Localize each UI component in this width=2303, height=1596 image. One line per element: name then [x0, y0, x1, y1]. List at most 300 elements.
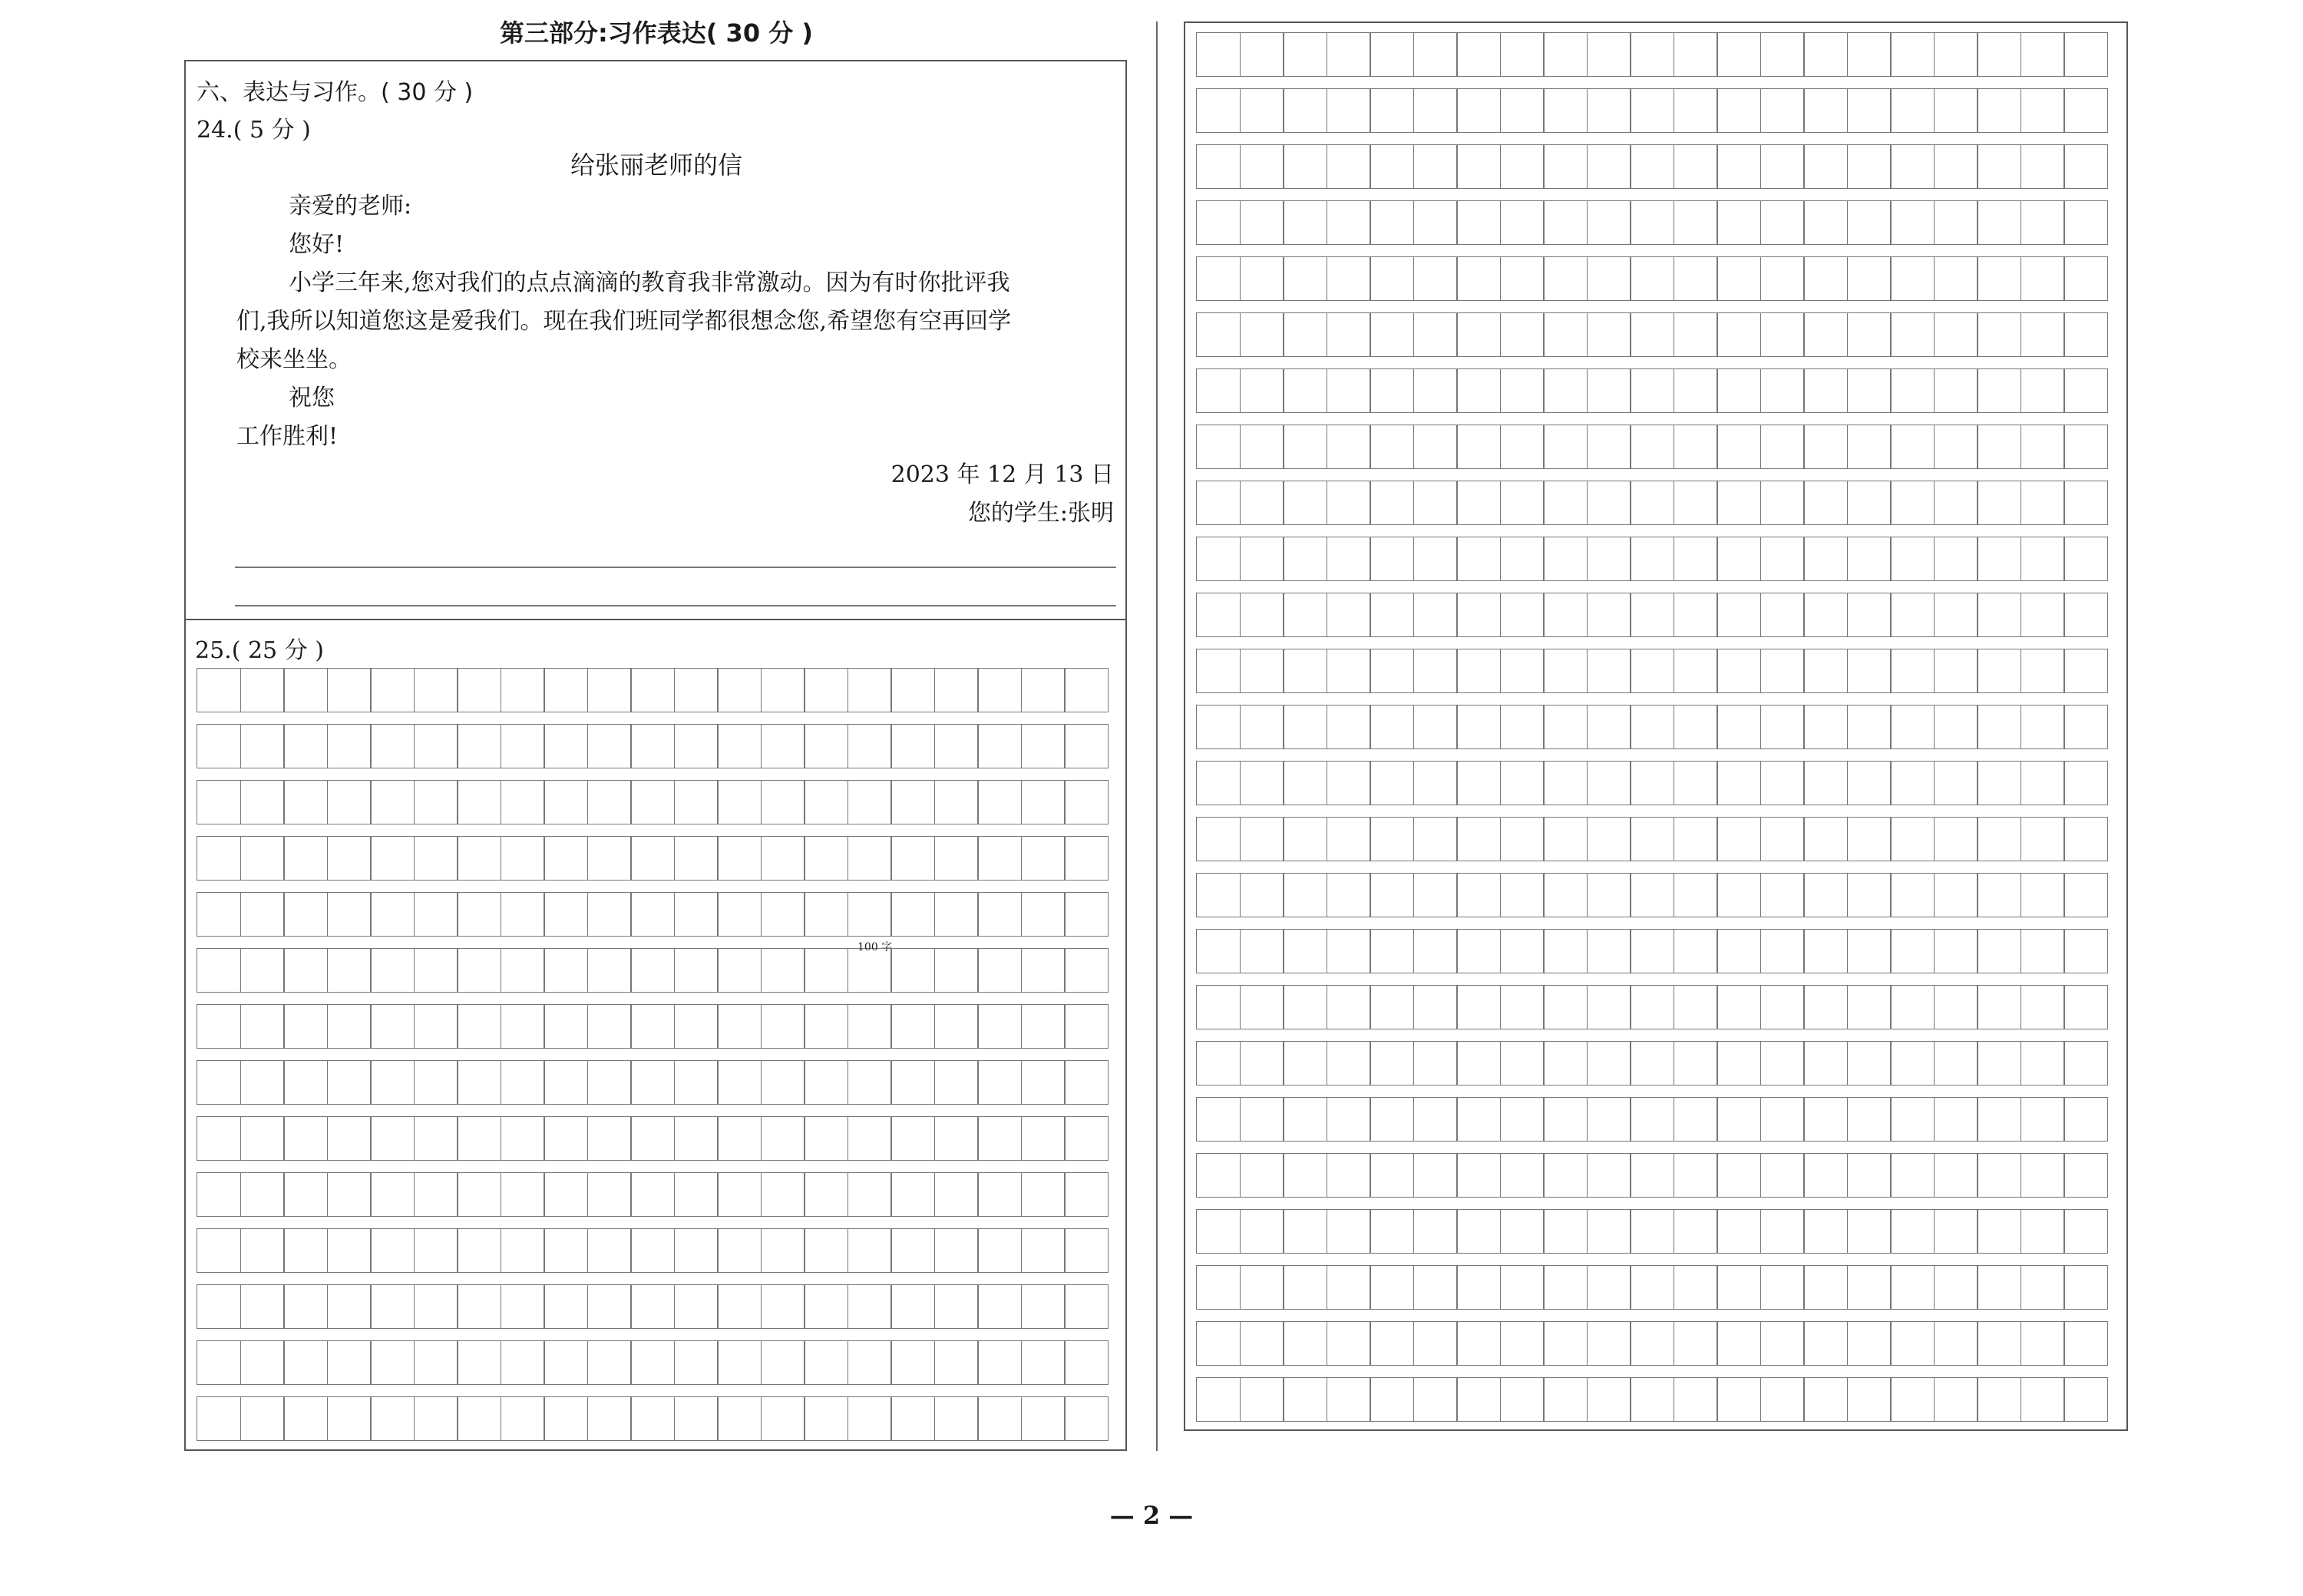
grid-cell[interactable] — [1977, 144, 2021, 189]
grid-cell[interactable] — [1327, 144, 1371, 189]
grid-cell[interactable] — [934, 1060, 979, 1105]
grid-cell[interactable] — [804, 668, 848, 712]
grid-cell[interactable] — [761, 1004, 805, 1049]
grid-cell[interactable] — [1196, 705, 1241, 749]
grid-cell[interactable] — [1240, 929, 1284, 973]
grid-cell[interactable] — [2020, 312, 2065, 357]
grid-cell[interactable] — [1543, 481, 1588, 525]
grid-cell[interactable] — [1196, 200, 1241, 245]
grid-cell[interactable] — [674, 1284, 719, 1329]
grid-cell[interactable] — [240, 836, 285, 881]
grid-cell[interactable] — [1890, 368, 1935, 413]
grid-cell[interactable] — [674, 780, 719, 824]
grid-cell[interactable] — [1934, 256, 1978, 301]
grid-cell[interactable] — [848, 1340, 892, 1385]
grid-cell[interactable] — [761, 780, 805, 824]
grid-cell[interactable] — [501, 1228, 545, 1273]
grid-cell[interactable] — [2063, 481, 2108, 525]
grid-cell[interactable] — [457, 668, 501, 712]
grid-cell[interactable] — [1674, 32, 1718, 77]
grid-cell[interactable] — [977, 1060, 1022, 1105]
grid-cell[interactable] — [1847, 1153, 1892, 1198]
grid-cell[interactable] — [804, 1228, 848, 1273]
grid-cell[interactable] — [1717, 1209, 1761, 1254]
grid-cell[interactable] — [1803, 929, 1848, 973]
grid-cell[interactable] — [1760, 368, 1805, 413]
grid-cell[interactable] — [2063, 761, 2108, 805]
grid-cell[interactable] — [370, 668, 415, 712]
grid-cell[interactable] — [544, 948, 588, 993]
grid-cell[interactable] — [587, 1228, 632, 1273]
grid-cell[interactable] — [1587, 985, 1631, 1029]
grid-cell[interactable] — [1587, 88, 1631, 133]
grid-cell[interactable] — [197, 1284, 241, 1329]
grid-cell[interactable] — [2063, 705, 2108, 749]
grid-cell[interactable] — [1934, 1097, 1978, 1142]
grid-cell[interactable] — [1543, 144, 1588, 189]
grid-cell[interactable] — [1977, 873, 2021, 917]
grid-cell[interactable] — [1674, 1209, 1718, 1254]
grid-cell[interactable] — [1500, 537, 1545, 581]
grid-cell[interactable] — [1456, 817, 1501, 861]
grid-cell[interactable] — [414, 836, 458, 881]
grid-cell[interactable] — [1370, 1321, 1414, 1366]
grid-cell[interactable] — [240, 948, 285, 993]
grid-cell[interactable] — [2063, 1265, 2108, 1310]
grid-cell[interactable] — [1327, 873, 1371, 917]
grid-cell[interactable] — [1760, 312, 1805, 357]
grid-cell[interactable] — [501, 1116, 545, 1161]
grid-cell[interactable] — [1934, 1265, 1978, 1310]
grid-cell[interactable] — [1847, 537, 1892, 581]
grid-cell[interactable] — [1977, 1153, 2021, 1198]
grid-cell[interactable] — [1847, 368, 1892, 413]
grid-cell[interactable] — [327, 836, 372, 881]
grid-cell[interactable] — [2020, 985, 2065, 1029]
grid-cell[interactable] — [1413, 1097, 1458, 1142]
grid-cell[interactable] — [544, 724, 588, 768]
grid-cell[interactable] — [1370, 200, 1414, 245]
grid-cell[interactable] — [1240, 368, 1284, 413]
grid-cell[interactable] — [1064, 668, 1109, 712]
grid-cell[interactable] — [848, 836, 892, 881]
grid-cell[interactable] — [1847, 929, 1892, 973]
grid-cell[interactable] — [197, 668, 241, 712]
grid-cell[interactable] — [1760, 1377, 1805, 1422]
grid-cell[interactable] — [1196, 425, 1241, 469]
grid-cell[interactable] — [240, 1116, 285, 1161]
grid-cell[interactable] — [283, 1060, 328, 1105]
grid-cell[interactable] — [2020, 481, 2065, 525]
grid-cell[interactable] — [1327, 1097, 1371, 1142]
grid-cell[interactable] — [1977, 256, 2021, 301]
grid-cell[interactable] — [283, 892, 328, 937]
grid-cell[interactable] — [240, 668, 285, 712]
grid-cell[interactable] — [1413, 1265, 1458, 1310]
grid-cell[interactable] — [1717, 873, 1761, 917]
grid-cell[interactable] — [1240, 88, 1284, 133]
grid-cell[interactable] — [327, 1340, 372, 1385]
grid-cell[interactable] — [1847, 761, 1892, 805]
grid-cell[interactable] — [1064, 780, 1109, 824]
grid-cell[interactable] — [1456, 1265, 1501, 1310]
grid-cell[interactable] — [1934, 1209, 1978, 1254]
grid-cell[interactable] — [1370, 425, 1414, 469]
grid-cell[interactable] — [370, 1060, 415, 1105]
grid-cell[interactable] — [1934, 537, 1978, 581]
grid-cell[interactable] — [1021, 1396, 1066, 1441]
grid-cell[interactable] — [1803, 1377, 1848, 1422]
grid-cell[interactable] — [1456, 649, 1501, 693]
grid-cell[interactable] — [240, 1172, 285, 1217]
grid-cell[interactable] — [1456, 537, 1501, 581]
grid-cell[interactable] — [2020, 929, 2065, 973]
grid-cell[interactable] — [1021, 1228, 1066, 1273]
grid-cell[interactable] — [1760, 1209, 1805, 1254]
grid-cell[interactable] — [1630, 1321, 1674, 1366]
grid-cell[interactable] — [804, 836, 848, 881]
grid-cell[interactable] — [1977, 929, 2021, 973]
grid-cell[interactable] — [457, 1172, 501, 1217]
grid-cell[interactable] — [197, 836, 241, 881]
grid-cell[interactable] — [1760, 1321, 1805, 1366]
grid-cell[interactable] — [587, 1396, 632, 1441]
grid-cell[interactable] — [1196, 1097, 1241, 1142]
grid-cell[interactable] — [630, 1004, 675, 1049]
grid-cell[interactable] — [1413, 200, 1458, 245]
grid-cell[interactable] — [1413, 368, 1458, 413]
grid-cell[interactable] — [1196, 368, 1241, 413]
grid-cell[interactable] — [1413, 1377, 1458, 1422]
grid-cell[interactable] — [1413, 817, 1458, 861]
grid-cell[interactable] — [1587, 705, 1631, 749]
grid-cell[interactable] — [370, 1284, 415, 1329]
grid-cell[interactable] — [1630, 88, 1674, 133]
grid-cell[interactable] — [370, 1172, 415, 1217]
grid-cell[interactable] — [2063, 1209, 2108, 1254]
grid-cell[interactable] — [1500, 312, 1545, 357]
grid-cell[interactable] — [1370, 705, 1414, 749]
grid-cell[interactable] — [1717, 481, 1761, 525]
grid-cell[interactable] — [674, 1228, 719, 1273]
grid-cell[interactable] — [1370, 1097, 1414, 1142]
grid-cell[interactable] — [1977, 425, 2021, 469]
grid-cell[interactable] — [1370, 144, 1414, 189]
grid-cell[interactable] — [1327, 1209, 1371, 1254]
grid-cell[interactable] — [1196, 144, 1241, 189]
grid-cell[interactable] — [1456, 368, 1501, 413]
grid-cell[interactable] — [890, 724, 935, 768]
grid-cell[interactable] — [1327, 32, 1371, 77]
grid-cell[interactable] — [1934, 368, 1978, 413]
grid-cell[interactable] — [1413, 32, 1458, 77]
grid-cell[interactable] — [1327, 705, 1371, 749]
grid-cell[interactable] — [717, 1060, 762, 1105]
grid-cell[interactable] — [1196, 256, 1241, 301]
grid-cell[interactable] — [977, 1172, 1022, 1217]
grid-cell[interactable] — [414, 1116, 458, 1161]
grid-cell[interactable] — [1021, 724, 1066, 768]
grid-cell[interactable] — [934, 1004, 979, 1049]
grid-cell[interactable] — [1543, 705, 1588, 749]
grid-cell[interactable] — [1413, 481, 1458, 525]
grid-cell[interactable] — [1674, 537, 1718, 581]
grid-cell[interactable] — [197, 724, 241, 768]
grid-cell[interactable] — [414, 1284, 458, 1329]
grid-cell[interactable] — [1587, 537, 1631, 581]
grid-cell[interactable] — [1500, 1377, 1545, 1422]
grid-cell[interactable] — [1934, 873, 1978, 917]
grid-cell[interactable] — [1847, 1377, 1892, 1422]
grid-cell[interactable] — [2020, 1265, 2065, 1310]
grid-cell[interactable] — [1630, 1265, 1674, 1310]
grid-cell[interactable] — [1717, 1153, 1761, 1198]
grid-cell[interactable] — [1890, 312, 1935, 357]
grid-cell[interactable] — [934, 724, 979, 768]
grid-cell[interactable] — [1890, 1153, 1935, 1198]
grid-cell[interactable] — [1327, 481, 1371, 525]
grid-cell[interactable] — [674, 836, 719, 881]
grid-cell[interactable] — [414, 1340, 458, 1385]
grid-cell[interactable] — [1283, 705, 1327, 749]
grid-cell[interactable] — [1760, 929, 1805, 973]
grid-cell[interactable] — [1847, 873, 1892, 917]
grid-cell[interactable] — [761, 948, 805, 993]
grid-cell[interactable] — [1934, 761, 1978, 805]
grid-cell[interactable] — [1587, 929, 1631, 973]
grid-cell[interactable] — [1543, 1265, 1588, 1310]
grid-cell[interactable] — [370, 1340, 415, 1385]
grid-cell[interactable] — [934, 836, 979, 881]
grid-cell[interactable] — [1413, 1209, 1458, 1254]
grid-cell[interactable] — [1934, 32, 1978, 77]
grid-cell[interactable] — [1630, 144, 1674, 189]
grid-cell[interactable] — [1196, 1265, 1241, 1310]
grid-cell[interactable] — [1543, 1097, 1588, 1142]
grid-cell[interactable] — [501, 892, 545, 937]
grid-cell[interactable] — [1240, 1321, 1284, 1366]
grid-cell[interactable] — [1240, 649, 1284, 693]
grid-cell[interactable] — [848, 1396, 892, 1441]
grid-cell[interactable] — [848, 1116, 892, 1161]
grid-cell[interactable] — [1327, 256, 1371, 301]
grid-cell[interactable] — [1543, 761, 1588, 805]
grid-cell[interactable] — [283, 1340, 328, 1385]
grid-cell[interactable] — [1803, 985, 1848, 1029]
grid-cell[interactable] — [1500, 649, 1545, 693]
grid-cell[interactable] — [1674, 593, 1718, 637]
grid-cell[interactable] — [1283, 1041, 1327, 1085]
grid-cell[interactable] — [1760, 761, 1805, 805]
grid-cell[interactable] — [1890, 985, 1935, 1029]
grid-cell[interactable] — [1413, 593, 1458, 637]
grid-cell[interactable] — [1240, 1377, 1284, 1422]
grid-cell[interactable] — [1064, 1060, 1109, 1105]
grid-cell[interactable] — [1500, 144, 1545, 189]
grid-cell[interactable] — [804, 780, 848, 824]
grid-cell[interactable] — [2063, 425, 2108, 469]
grid-cell[interactable] — [327, 724, 372, 768]
grid-cell[interactable] — [630, 1116, 675, 1161]
grid-cell[interactable] — [587, 1284, 632, 1329]
grid-cell[interactable] — [544, 1396, 588, 1441]
grid-cell[interactable] — [283, 1284, 328, 1329]
grid-cell[interactable] — [1630, 1209, 1674, 1254]
grid-cell[interactable] — [327, 1396, 372, 1441]
grid-cell[interactable] — [1500, 1265, 1545, 1310]
grid-cell[interactable] — [1760, 873, 1805, 917]
grid-cell[interactable] — [1543, 1377, 1588, 1422]
grid-cell[interactable] — [674, 1116, 719, 1161]
grid-cell[interactable] — [1543, 200, 1588, 245]
grid-cell[interactable] — [2063, 593, 2108, 637]
grid-cell[interactable] — [1803, 537, 1848, 581]
grid-cell[interactable] — [457, 1284, 501, 1329]
grid-cell[interactable] — [240, 1396, 285, 1441]
grid-cell[interactable] — [1021, 1340, 1066, 1385]
grid-cell[interactable] — [1327, 88, 1371, 133]
grid-cell[interactable] — [2063, 985, 2108, 1029]
grid-cell[interactable] — [848, 780, 892, 824]
grid-cell[interactable] — [804, 1396, 848, 1441]
grid-cell[interactable] — [1413, 761, 1458, 805]
grid-cell[interactable] — [1370, 1265, 1414, 1310]
grid-cell[interactable] — [1240, 537, 1284, 581]
grid-cell[interactable] — [1370, 537, 1414, 581]
grid-cell[interactable] — [977, 1396, 1022, 1441]
grid-cell[interactable] — [544, 780, 588, 824]
grid-cell[interactable] — [1630, 200, 1674, 245]
grid-cell[interactable] — [674, 1172, 719, 1217]
grid-cell[interactable] — [1587, 1377, 1631, 1422]
grid-cell[interactable] — [501, 1396, 545, 1441]
grid-cell[interactable] — [1543, 929, 1588, 973]
grid-cell[interactable] — [1413, 312, 1458, 357]
grid-cell[interactable] — [1327, 537, 1371, 581]
grid-cell[interactable] — [890, 1284, 935, 1329]
grid-cell[interactable] — [1934, 312, 1978, 357]
grid-cell[interactable] — [1717, 649, 1761, 693]
grid-cell[interactable] — [1717, 537, 1761, 581]
grid-cell[interactable] — [283, 780, 328, 824]
grid-cell[interactable] — [1370, 985, 1414, 1029]
grid-cell[interactable] — [934, 1340, 979, 1385]
grid-cell[interactable] — [717, 948, 762, 993]
grid-cell[interactable] — [501, 948, 545, 993]
grid-cell[interactable] — [1630, 817, 1674, 861]
grid-cell[interactable] — [2020, 368, 2065, 413]
grid-cell[interactable] — [370, 892, 415, 937]
grid-cell[interactable] — [1587, 144, 1631, 189]
grid-cell[interactable] — [1196, 1153, 1241, 1198]
grid-cell[interactable] — [977, 1284, 1022, 1329]
grid-cell[interactable] — [1760, 705, 1805, 749]
grid-cell[interactable] — [240, 1340, 285, 1385]
grid-cell[interactable] — [1021, 1060, 1066, 1105]
grid-cell[interactable] — [1500, 32, 1545, 77]
grid-cell[interactable] — [1196, 985, 1241, 1029]
grid-cell[interactable] — [414, 1172, 458, 1217]
grid-cell[interactable] — [327, 1284, 372, 1329]
grid-cell[interactable] — [890, 1228, 935, 1273]
grid-cell[interactable] — [1717, 256, 1761, 301]
grid-cell[interactable] — [1500, 1153, 1545, 1198]
grid-cell[interactable] — [283, 1396, 328, 1441]
grid-cell[interactable] — [977, 948, 1022, 993]
grid-cell[interactable] — [1283, 985, 1327, 1029]
grid-cell[interactable] — [587, 1060, 632, 1105]
grid-cell[interactable] — [1240, 705, 1284, 749]
grid-cell[interactable] — [1977, 200, 2021, 245]
grid-cell[interactable] — [934, 1228, 979, 1273]
grid-cell[interactable] — [1327, 425, 1371, 469]
grid-cell[interactable] — [2020, 705, 2065, 749]
grid-cell[interactable] — [674, 892, 719, 937]
grid-cell[interactable] — [934, 780, 979, 824]
grid-cell[interactable] — [1370, 88, 1414, 133]
grid-cell[interactable] — [890, 836, 935, 881]
grid-cell[interactable] — [804, 1060, 848, 1105]
grid-cell[interactable] — [1803, 144, 1848, 189]
grid-cell[interactable] — [1760, 200, 1805, 245]
grid-cell[interactable] — [1370, 312, 1414, 357]
grid-cell[interactable] — [414, 1060, 458, 1105]
grid-cell[interactable] — [1543, 425, 1588, 469]
grid-cell[interactable] — [1630, 1041, 1674, 1085]
grid-cell[interactable] — [1760, 1041, 1805, 1085]
grid-cell[interactable] — [2063, 32, 2108, 77]
grid-cell[interactable] — [1890, 256, 1935, 301]
grid-cell[interactable] — [1934, 200, 1978, 245]
grid-cell[interactable] — [890, 780, 935, 824]
grid-cell[interactable] — [283, 1004, 328, 1049]
grid-cell[interactable] — [1803, 256, 1848, 301]
grid-cell[interactable] — [1803, 1265, 1848, 1310]
grid-cell[interactable] — [1717, 705, 1761, 749]
grid-cell[interactable] — [1021, 780, 1066, 824]
grid-cell[interactable] — [630, 668, 675, 712]
grid-cell[interactable] — [457, 948, 501, 993]
grid-cell[interactable] — [1240, 873, 1284, 917]
grid-cell[interactable] — [544, 892, 588, 937]
grid-cell[interactable] — [1803, 481, 1848, 525]
grid-cell[interactable] — [1674, 817, 1718, 861]
grid-cell[interactable] — [1934, 425, 1978, 469]
grid-cell[interactable] — [544, 1004, 588, 1049]
grid-cell[interactable] — [1413, 705, 1458, 749]
grid-cell[interactable] — [240, 780, 285, 824]
grid-cell[interactable] — [240, 892, 285, 937]
grid-cell[interactable] — [1803, 705, 1848, 749]
grid-cell[interactable] — [2063, 256, 2108, 301]
grid-cell[interactable] — [1283, 368, 1327, 413]
grid-cell[interactable] — [327, 1004, 372, 1049]
grid-cell[interactable] — [1674, 873, 1718, 917]
grid-cell[interactable] — [848, 1284, 892, 1329]
grid-cell[interactable] — [1760, 985, 1805, 1029]
grid-cell[interactable] — [1717, 32, 1761, 77]
grid-cell[interactable] — [1283, 1377, 1327, 1422]
grid-cell[interactable] — [1370, 481, 1414, 525]
grid-cell[interactable] — [1283, 200, 1327, 245]
grid-cell[interactable] — [1240, 312, 1284, 357]
grid-cell[interactable] — [1630, 32, 1674, 77]
grid-cell[interactable] — [544, 1116, 588, 1161]
grid-cell[interactable] — [1196, 817, 1241, 861]
grid-cell[interactable] — [1370, 649, 1414, 693]
grid-cell[interactable] — [1370, 929, 1414, 973]
grid-cell[interactable] — [1370, 761, 1414, 805]
